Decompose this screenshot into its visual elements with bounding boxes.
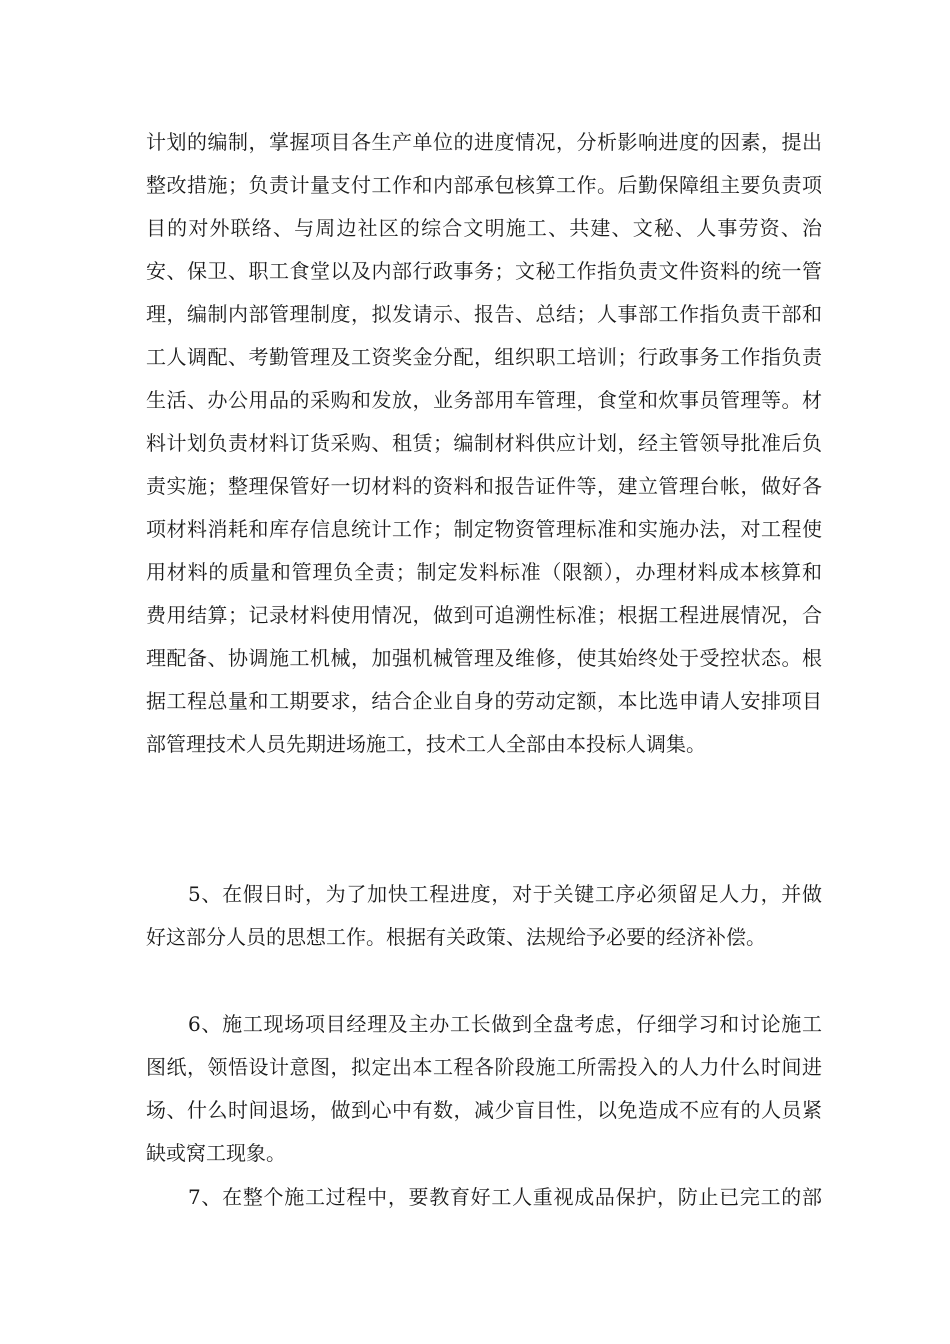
text-line: 场、什么时间退场，做到心中有数，减少盲目性，以免造成不应有的人员紧 — [146, 1098, 822, 1122]
text-line: 缺或窝工现象。 — [146, 1141, 286, 1165]
paragraph-item-7 — [146, 1176, 822, 1219]
text-line: 6、施工现场项目经理及主办工长做到全盘考虑，仔细学习和讨论施工 — [188, 1012, 822, 1036]
paragraph-item-5 — [146, 873, 822, 959]
text-line: 计划的编制，掌握项目各生产单位的进度情况，分析影响进度的因素，提出 — [146, 130, 822, 154]
text-line: 费用结算；记录材料使用情况，做到可追溯性标准；根据工程进展情况，合 — [146, 603, 822, 627]
text-line: 料计划负责材料订货采购、租赁；编制材料供应计划，经主管领导批准后负 — [146, 431, 822, 455]
text-line: 部管理技术人员先期进场施工，技术工人全部由本投标人调集。 — [146, 732, 706, 756]
text-line: 工人调配、考勤管理及工资奖金分配，组织职工培训；行政事务工作指负责 — [146, 345, 822, 369]
text-line: 责实施；整理保管好一切材料的资料和报告证件等，建立管理台帐，做好各 — [146, 474, 822, 498]
paragraph-item-6 — [146, 1003, 822, 1175]
paragraph-resource-management — [146, 121, 822, 766]
text-line: 整改措施；负责计量支付工作和内部承包核算工作。后勤保障组主要负责项 — [146, 173, 822, 197]
text-line: 项材料消耗和库存信息统计工作；制定物资管理标准和实施办法，对工程使 — [146, 517, 822, 541]
text-line: 生活、办公用品的采购和发放，业务部用车管理，食堂和炊事员管理等。材 — [146, 388, 822, 412]
text-line: 据工程总量和工期要求，结合企业自身的劳动定额，本比选申请人安排项目 — [146, 689, 822, 713]
text-line: 5、在假日时，为了加快工程进度，对于关键工序必须留足人力，并做 — [188, 882, 822, 906]
text-line: 用材料的质量和管理负全责；制定发料标准（限额），办理材料成本核算和 — [146, 560, 822, 584]
text-line: 图纸，领悟设计意图，拟定出本工程各阶段施工所需投入的人力什么时间进 — [146, 1055, 822, 1079]
text-line: 目的对外联络、与周边社区的综合文明施工、共建、文秘、人事劳资、治 — [146, 216, 822, 240]
text-line: 安、保卫、职工食堂以及内部行政事务；文秘工作指负责文件资料的统一管 — [146, 259, 822, 283]
text-line: 理，编制内部管理制度，拟发请示、报告、总结；人事部工作指负责干部和 — [146, 302, 822, 326]
text-line: 好这部分人员的思想工作。根据有关政策、法规给予必要的经济补偿。 — [146, 925, 766, 949]
text-line: 7、在整个施工过程中，要教育好工人重视成品保护，防止已完工的部 — [188, 1185, 822, 1209]
text-line: 理配备、协调施工机械，加强机械管理及维修，使其始终处于受控状态。根 — [146, 646, 822, 670]
